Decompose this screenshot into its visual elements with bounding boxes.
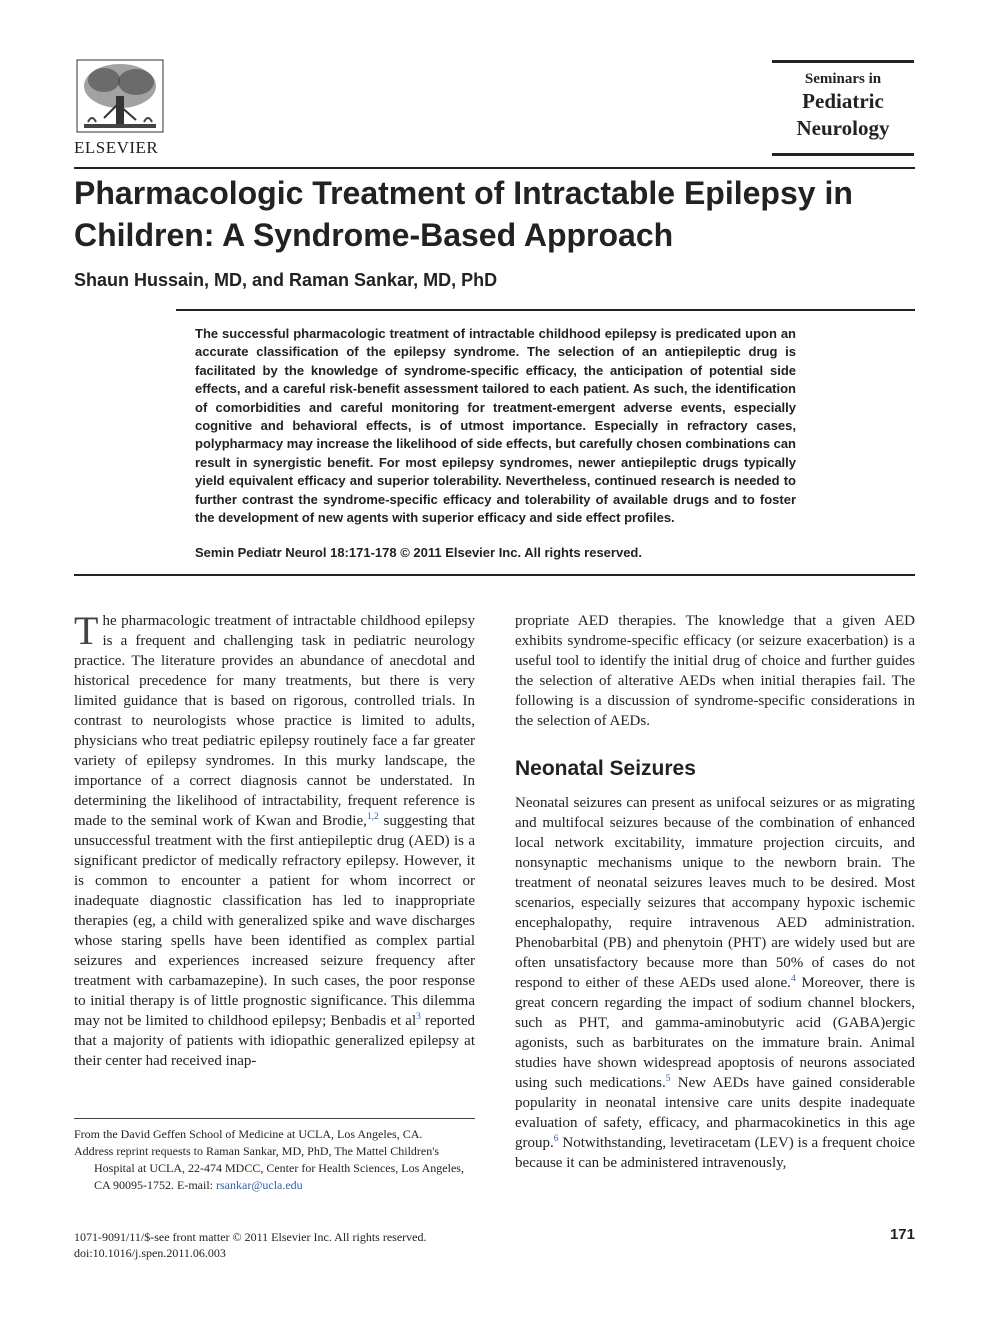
neonatal-text-part4: Notwithstanding, levetiracetam (LEV) is a frequent choice because it can be administered intravenously, — [515, 1135, 915, 1171]
footnote-affiliation: From the David Geffen School of Medicine at UCLA, Los Angeles, CA. — [74, 1127, 423, 1141]
abstract-text: The successful pharmacologic treatment of intractable childhood epilepsy is predicated upon an accurate classification of the epilepsy syndrome. The selection of an antiepileptic drug is facilitated by the knowledge of syndrome-specific efficacy, the anticipation of potential side effects, and a careful risk-benefit assessment tailored to each patient. As such, the identification of comorbidities and careful monitoring for treatment-emergent adverse events, especially cognitive and behavioral effects, is of utmost importance. Especially in refractory cases, polypharmacy may increase the likelihood of side effects, but carefully chosen combinations can result in synergistic benefit. For most epilepsy syndromes, newer antiepileptic drugs typically yield equivalent efficacy and superior tolerability. Nevertheless, continued research is needed to further contrast the syndrome-specific efficacy and tolerability of available drugs and to foster the development of new agents with superior efficacy and side effect profiles. — [195, 326, 796, 526]
abstract-citation: Semin Pediatr Neurol 18:171-178 © 2011 Elsevier Inc. All rights reserved. — [195, 545, 642, 560]
header-divider — [74, 167, 915, 169]
journal-name-box — [772, 60, 914, 156]
intro-text-continued: propriate AED therapies. The knowledge that a given AED exhibits syndrome-specific efficacy (or seizure exacerbation) is a useful tool to identify the initial drug of choice and further guides the selection of alterative AEDs when initial therapies fail. The following is a discussion of syndrome-specific considerations in the selection of AEDs. — [515, 613, 915, 729]
footnote-address — [74, 1143, 475, 1194]
intro-text-part2: suggesting that unsuccessful treatment with the first antiepileptic drug (AED) is a significant predictor of medically refractory epilepsy. However, it is common to encounter a patient for whom incorrect or inadequate diagnostic classification has led to inappropriate therapies (eg, a child with generalized spike and wave discharges whose staring spells have been identified as complex partial seizures and experiences increased seizure frequency after treatment with carbamazepine). In such cases, the poor response to initial therapy is of little prognostic significance. This dilemma may not be limited to childhood epilepsy; Benbadis et al — [74, 813, 475, 1029]
doi-line[interactable]: doi:10.1016/j.spen.2011.06.003 — [74, 1246, 226, 1260]
journal-name-line2: Pediatric — [802, 89, 884, 113]
author-email-link[interactable]: rsankar@ucla.edu — [216, 1178, 303, 1192]
reference-link[interactable]: 4 — [790, 974, 796, 984]
reference-link[interactable]: 1,2 — [366, 812, 379, 822]
drop-cap: T — [74, 608, 99, 653]
elsevier-tree-icon — [74, 58, 166, 136]
reference-link[interactable]: 6 — [553, 1134, 559, 1144]
neonatal-text-part2: Moreover, there is great concern regarding the impact of sodium channel blockers, such as PHT, and gamma-aminobutyric acid (GABA)ergic agonists, such as barbiturates on the immature brain. Animal studies have shown widespread apoptosis of neurons associated using such medications. — [515, 975, 915, 1091]
neonatal-text-part3: New AEDs have gained considerable popularity in neonatal intensive care units despite inadequate evaluation of safety, efficacy, and pharmacokinetics in this age group. — [515, 1075, 915, 1151]
body-column-right-intro — [515, 611, 915, 731]
neonatal-text-part1: Neonatal seizures can present as unifocal seizures or as migrating and multifocal seizures because of the combination of enhanced local network excitability, immature projection circuits, and nonsynaptic mechanisms unique to the newborn brain. The treatment of neonatal seizures leaves much to be desired. Most scenarios, especially seizures that accompany hypoxic ischemic encephalopathy, require intravenous AED administration. Phenobarbital (PB) and phenytoin (PHT) are widely used but are often unsatisfactory because more than 50% of cases do not respond to either of these AEDs used alone. — [515, 795, 915, 991]
issn-line: 1071-9091/11/$-see front matter © 2011 Elsevier Inc. All rights reserved. — [74, 1230, 427, 1244]
intro-text-part3: reported that a majority of patients with idiopathic generalized epilepsy at their center had received inap- — [74, 1013, 475, 1069]
article-authors: Shaun Hussain, MD, and Raman Sankar, MD, PhD — [74, 270, 498, 290]
elsevier-logo — [74, 58, 166, 158]
abstract-divider-bottom — [74, 574, 915, 576]
footnote-address-text: Address reprint requests to Raman Sankar, MD, PhD, The Mattel Children's Hospital at UCLA, 22-474 MDCC, Center for Health Sciences, Los Angeles, CA 90095-1752. E-mail: — [74, 1144, 464, 1192]
reference-link[interactable]: 5 — [665, 1074, 671, 1084]
abstract-divider-top — [176, 309, 915, 311]
journal-name-line1: Seminars in — [804, 71, 882, 87]
body-column-left — [74, 608, 475, 1071]
intro-text-part1: he pharmacologic treatment of intractable childhood epilepsy is a frequent and challenging task in pediatric neurology practice. The literature provides an abundance of anecdotal and historical precedence for many treatments, but there is very limited guidance that is based on rigorous, controlled trials. In contrast to neurologists whose practice is limited to adults, physicians who treat pediatric epilepsy routinely face a far greater variety of epilepsy syndromes. In this murky landscape, the importance of a correct diagnosis cannot be understated. In determining the likelihood of intractability, frequent reference is made to the seminal work of Kwan and Brodie, — [74, 613, 475, 829]
reference-link[interactable]: 3 — [416, 1012, 421, 1022]
page-footer-info — [74, 1229, 426, 1261]
footnote-divider — [74, 1118, 475, 1119]
journal-name-line3: Neurology — [796, 116, 890, 140]
body-column-right-neonatal — [515, 793, 915, 1173]
page-number: 171 — [889, 1226, 915, 1243]
publisher-name: ELSEVIER — [74, 138, 159, 157]
section-heading-neonatal-seizures: Neonatal Seizures — [515, 757, 696, 780]
article-title: Pharmacologic Treatment of Intractable Epilepsy in Children: A Syndrome-Based Approach — [74, 175, 853, 253]
